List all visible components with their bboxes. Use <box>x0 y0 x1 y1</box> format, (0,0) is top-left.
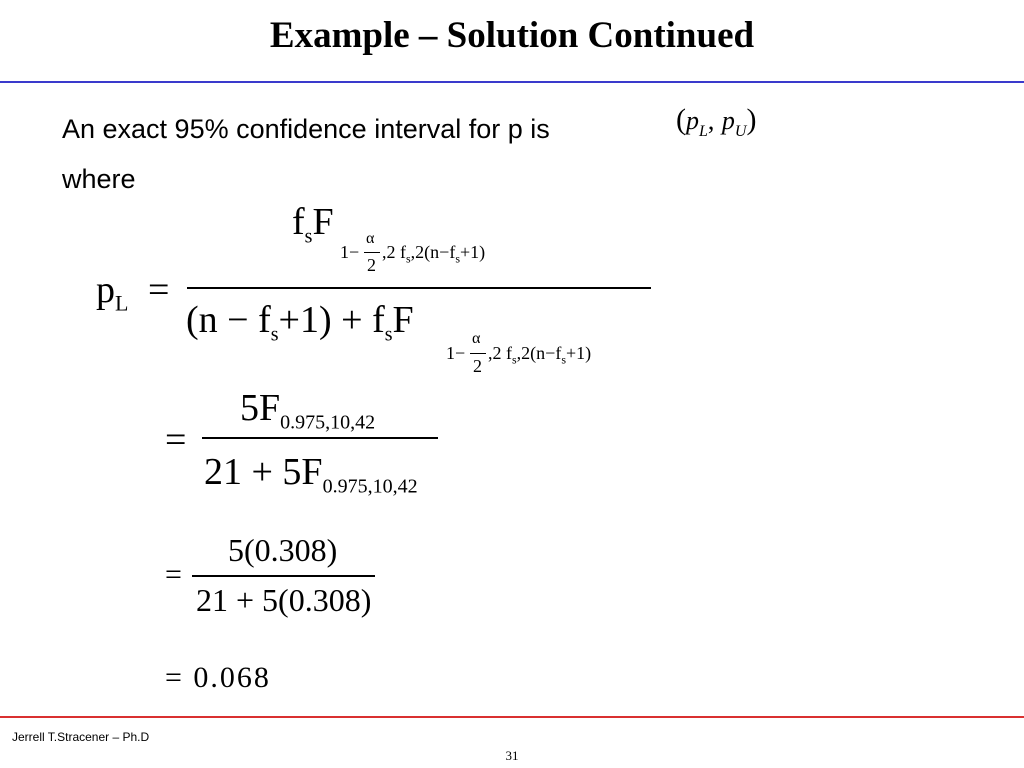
denominator: $(n - f_s+1) + f_sF$ <box>186 299 414 346</box>
alpha-symbol-2: α <box>472 330 481 347</box>
page-number: 31 <box>505 748 519 763</box>
result-value: = 0.068 <box>165 661 271 694</box>
numerator-fsF: $f_sF$ <box>292 201 334 248</box>
alpha-fraction-line-2 <box>470 353 486 354</box>
alpha-denominator-2: 2 <box>473 356 482 376</box>
equals-1: = <box>148 269 170 311</box>
alpha-fraction-line <box>364 252 380 253</box>
step2-numerator: $5F_{0.975,10,42}$ <box>240 387 376 434</box>
step3-fraction-line <box>192 575 375 577</box>
equals-3: = <box>165 558 182 591</box>
alpha-symbol: α <box>366 230 375 247</box>
step2-fraction-line <box>202 437 438 439</box>
step2-denominator: $21 + 5F_{0.975,10,42}$ <box>204 451 418 498</box>
pL-symbol: $p_L$ <box>96 269 129 316</box>
step3-numerator: 5(0.308) <box>228 532 338 568</box>
step3-denominator: 21 + 5(0.308) <box>196 582 372 618</box>
interval-notation: ($p_L$, $p_U$) <box>676 103 757 140</box>
numerator-subscript-rest: ,2 $f_s,2(n-f_s+1)$ <box>382 242 486 266</box>
slide-title: Example – Solution Continued <box>269 15 755 56</box>
equals-2: = <box>165 419 187 461</box>
title-divider <box>0 81 1024 83</box>
main-fraction-line <box>187 287 651 289</box>
numerator-subscript: 1− <box>340 242 360 262</box>
alpha-denominator: 2 <box>367 255 376 275</box>
denominator-subscript-rest: ,2 $f_s,2(n-f_s+1)$ <box>488 343 592 367</box>
footer-divider <box>0 716 1024 718</box>
where-text: where <box>62 164 136 194</box>
denominator-subscript: 1− <box>446 343 466 363</box>
footer-author: Jerrell T.Stracener – Ph.D <box>12 730 150 744</box>
intro-text: An exact 95% confidence interval for p is <box>62 114 550 144</box>
